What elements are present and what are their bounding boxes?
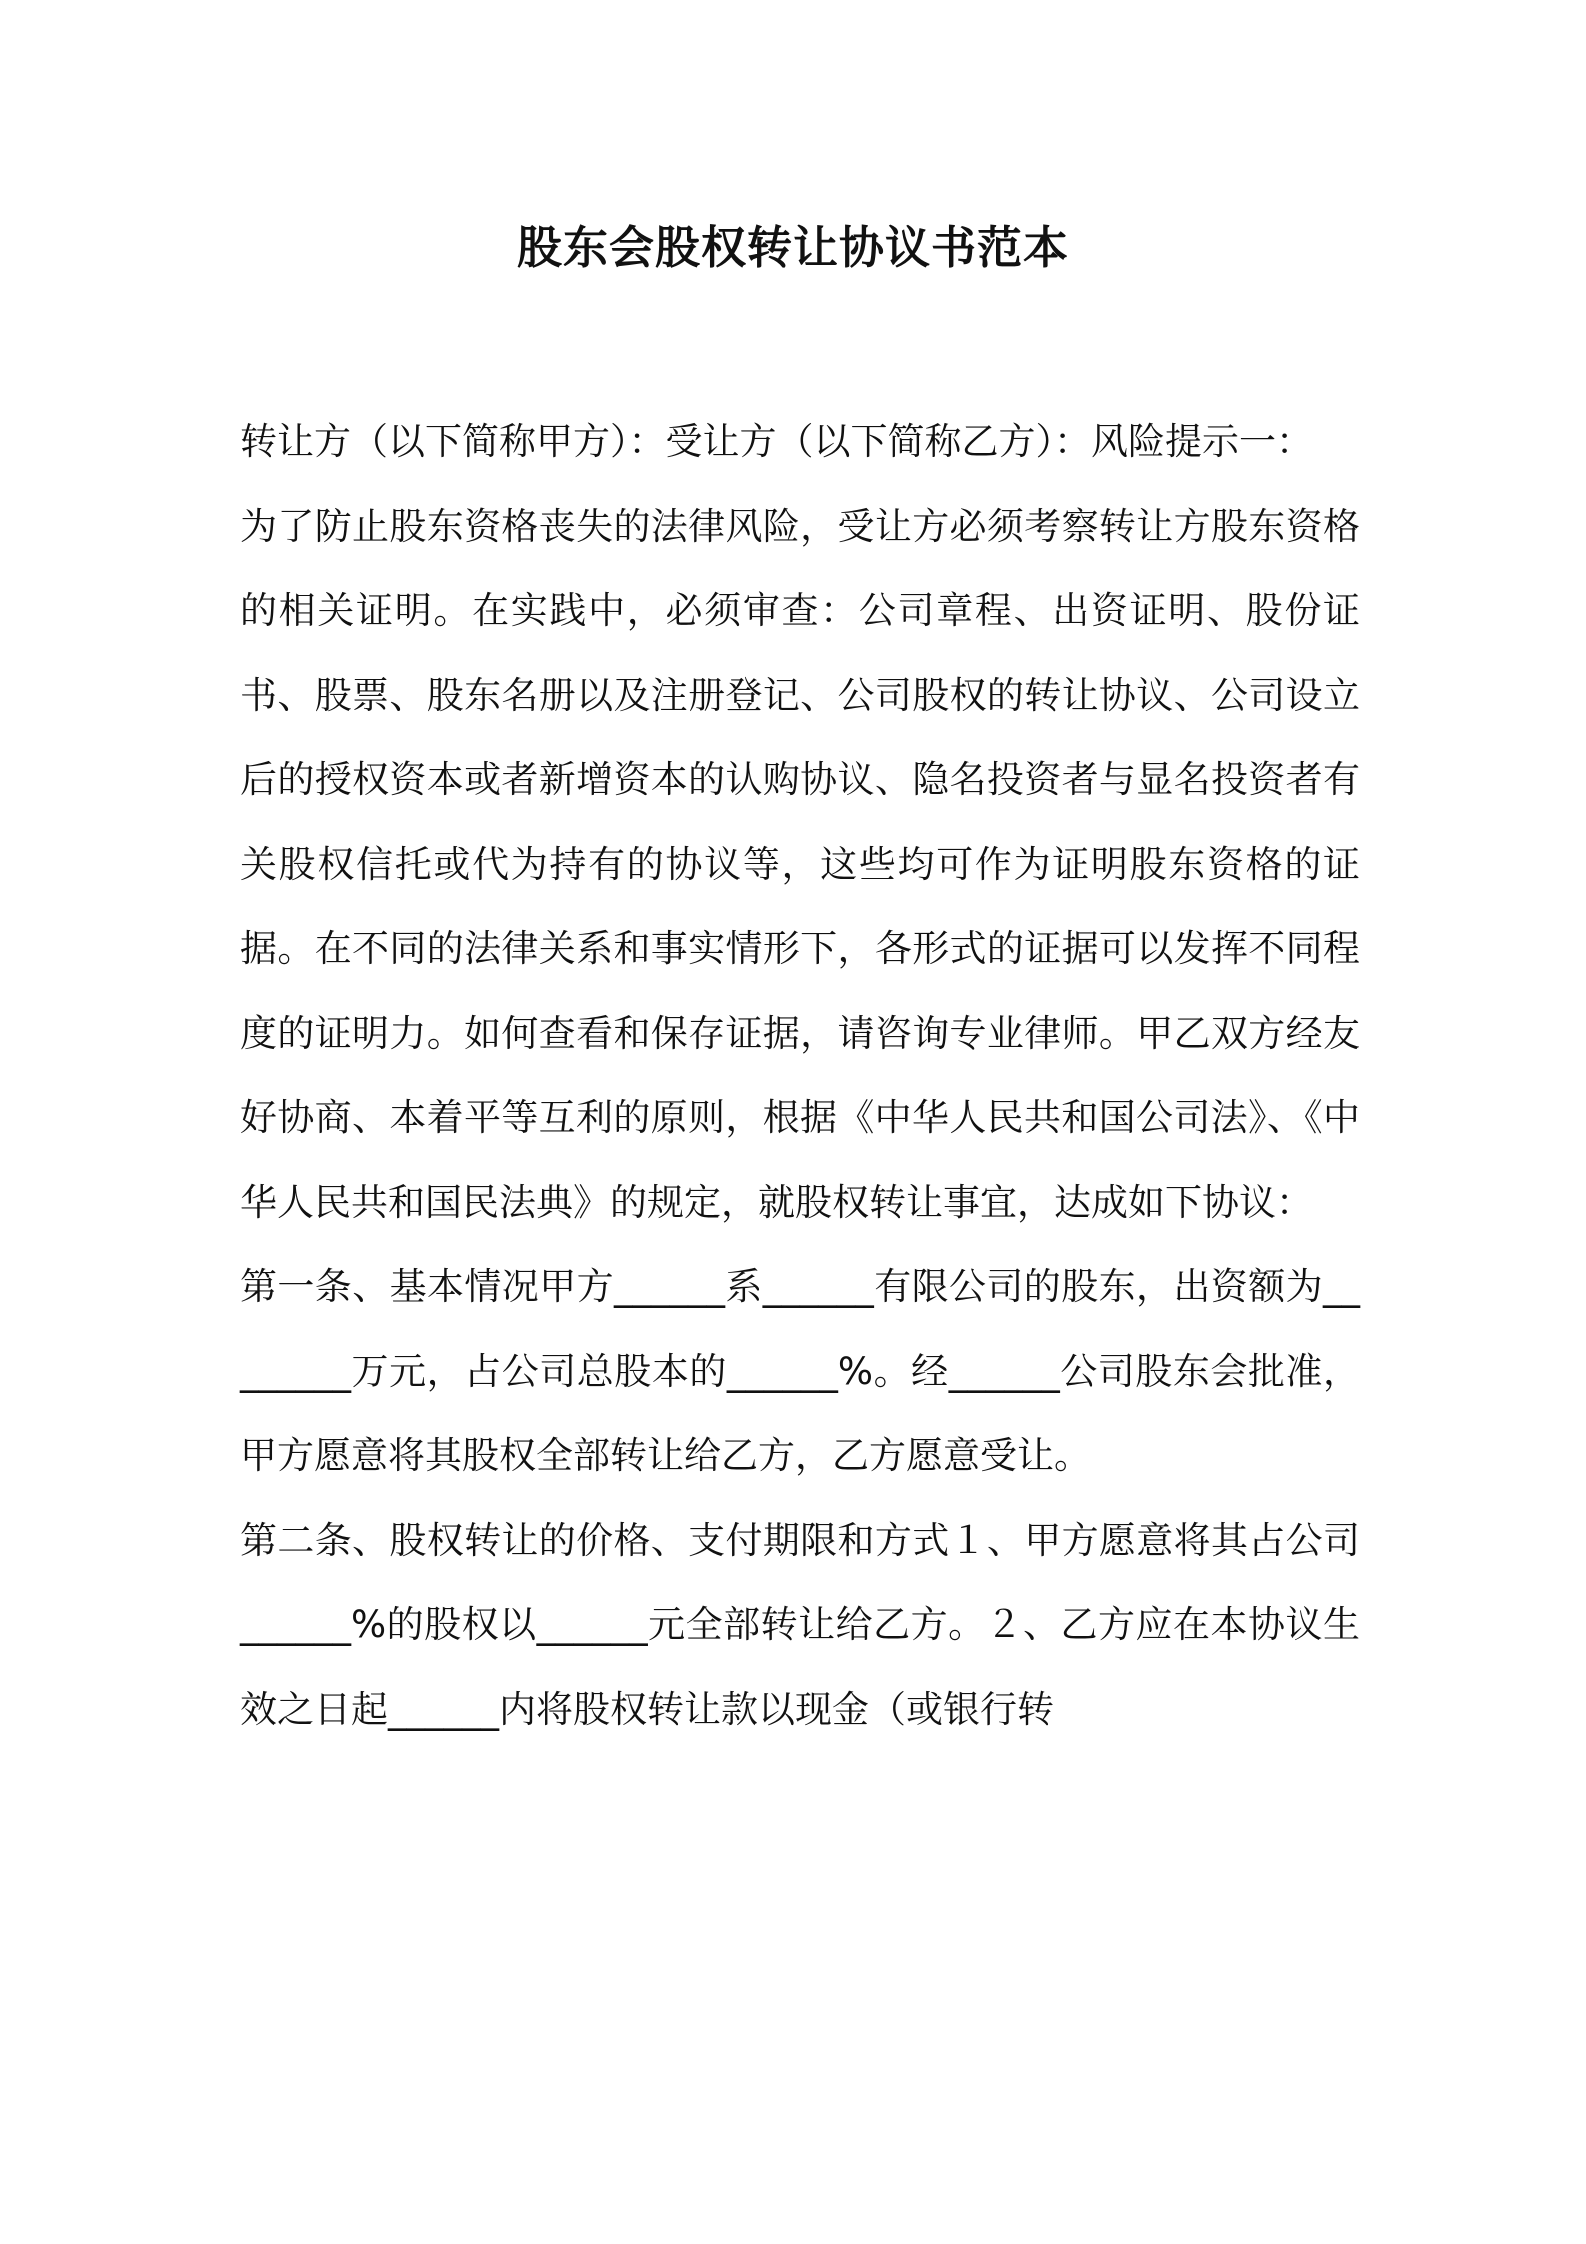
paragraph-article-2: 第二条、股权转让的价格、支付期限和方式１、甲方愿意将其占公司______%的股权以______元全部转让给乙方。２、乙方应在本协议生效之日起______内将股权转让款以现金（或银行转	[240, 1518, 1360, 1731]
paragraph-risk-notice: 为了防止股东资格丧失的法律风险，受让方必须考察转让方股东资格的相关证明。在实践中，必须审查：公司章程、出资证明、股份证书、股票、股东名册以及注册登记、公司股权的转让协议、公司设立后的授权资本或者新增资本的认购协议、隐名投资者与显名投资者有关股权信托或代为持有的协议等，这些均可作为证明股东资格的证据。在不同的法律关系和事实情形下，各形式的证据可以发挥不同程度的证明力。如何查看和保存证据，请咨询专业律师。甲乙双方经友好协商、本着平等互利的原则，根据《中华人民共和国公司法》、《中华人民共和国民法典》的规定，就股权转让事宜，达成如下协议：	[240, 504, 1360, 1224]
document-title: 股东会股权转让协议书范本	[516, 221, 1069, 274]
paragraph-article-1: 第一条、基本情况甲方______系______有限公司的股东，出资额为________万元，占公司总股本的______%。经______公司股东会批准，甲方愿意将其股权全部转让给乙方，乙方愿意受让。	[240, 1265, 1360, 1477]
paragraph-parties: 转让方（以下简称甲方）：受让方（以下简称乙方）：风险提示一：	[240, 420, 1313, 463]
document-body	[240, 400, 1360, 1752]
